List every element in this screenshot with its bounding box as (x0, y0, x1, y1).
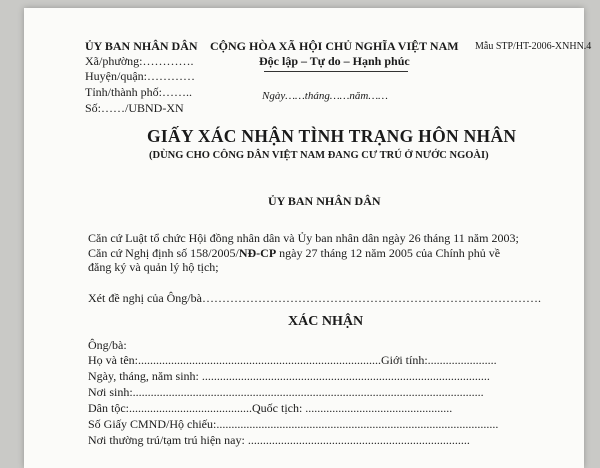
ethnicity-nationality-field: Dân tộc:.........................................Quốc tịch: ................................................. (88, 401, 453, 415)
document-page (24, 8, 592, 468)
id-number-field: Số Giấy CMND/Hộ chiếu:.............................................................................................. (88, 417, 499, 431)
basis-line-3: đăng ký và quản lý hộ tịch; (88, 260, 219, 274)
place-of-birth-field: Nơi sinh:..................................................................................................................... (88, 385, 484, 399)
full-name-field: Họ và tên:.................................................................................Giới tính:....................... (88, 353, 497, 367)
motto-underline (264, 71, 408, 72)
issue-date: Ngày……tháng……năm…… (262, 90, 388, 102)
ward-field: Xã/phường:…………. (85, 54, 194, 68)
basis-line-2-pre: Căn cứ Nghị định số 158/2005/ (88, 246, 239, 260)
province-field: Tỉnh/thành phố:…….. (85, 85, 192, 99)
basis-line-2 (88, 246, 500, 261)
date-of-birth-field: Ngày, tháng, năm sinh: ................................................................................................ (88, 369, 490, 383)
document-number: Số:……/UBND-XN (85, 101, 184, 115)
basis-line-1: Căn cứ Luật tổ chức Hội đồng nhân dân và Ủy ban nhân dân ngày 26 tháng 11 năm 2003; (88, 231, 519, 245)
district-field: Huyện/quận:………… (85, 69, 195, 83)
republic-name: CỘNG HÒA XÃ HỘI CHỦ NGHĨA VIỆT NAM (210, 39, 459, 53)
person-label: Ông/bà: (88, 338, 127, 352)
document-title: GIẤY XÁC NHẬN TÌNH TRẠNG HÔN NHÂN (147, 126, 517, 146)
document-subtitle: (DÙNG CHO CÔNG DÂN VIỆT NAM ĐANG CƯ TRÚ Ở NƯỚC NGOÀI) (149, 150, 489, 161)
issuer-heading: ỦY BAN NHÂN DÂN (268, 194, 381, 208)
form-code: Mẫu STP/HT-2006-XNHN.4 (475, 41, 592, 52)
request-line: Xét đề nghị của Ông/bà…………………………………………………………………………. (88, 291, 541, 305)
national-motto: Độc lập – Tự do – Hạnh phúc (259, 54, 410, 68)
residence-field: Nơi thường trú/tạm trú hiện nay: .......................................................................... (88, 433, 470, 447)
confirmation-heading: XÁC NHẬN (288, 314, 364, 329)
basis-line-2-post: ngày 27 tháng 12 năm 2005 của Chính phủ về (276, 246, 501, 260)
agency-name: ỦY BAN NHÂN DÂN (85, 39, 198, 53)
decree-code: NĐ-CP (238, 246, 277, 260)
